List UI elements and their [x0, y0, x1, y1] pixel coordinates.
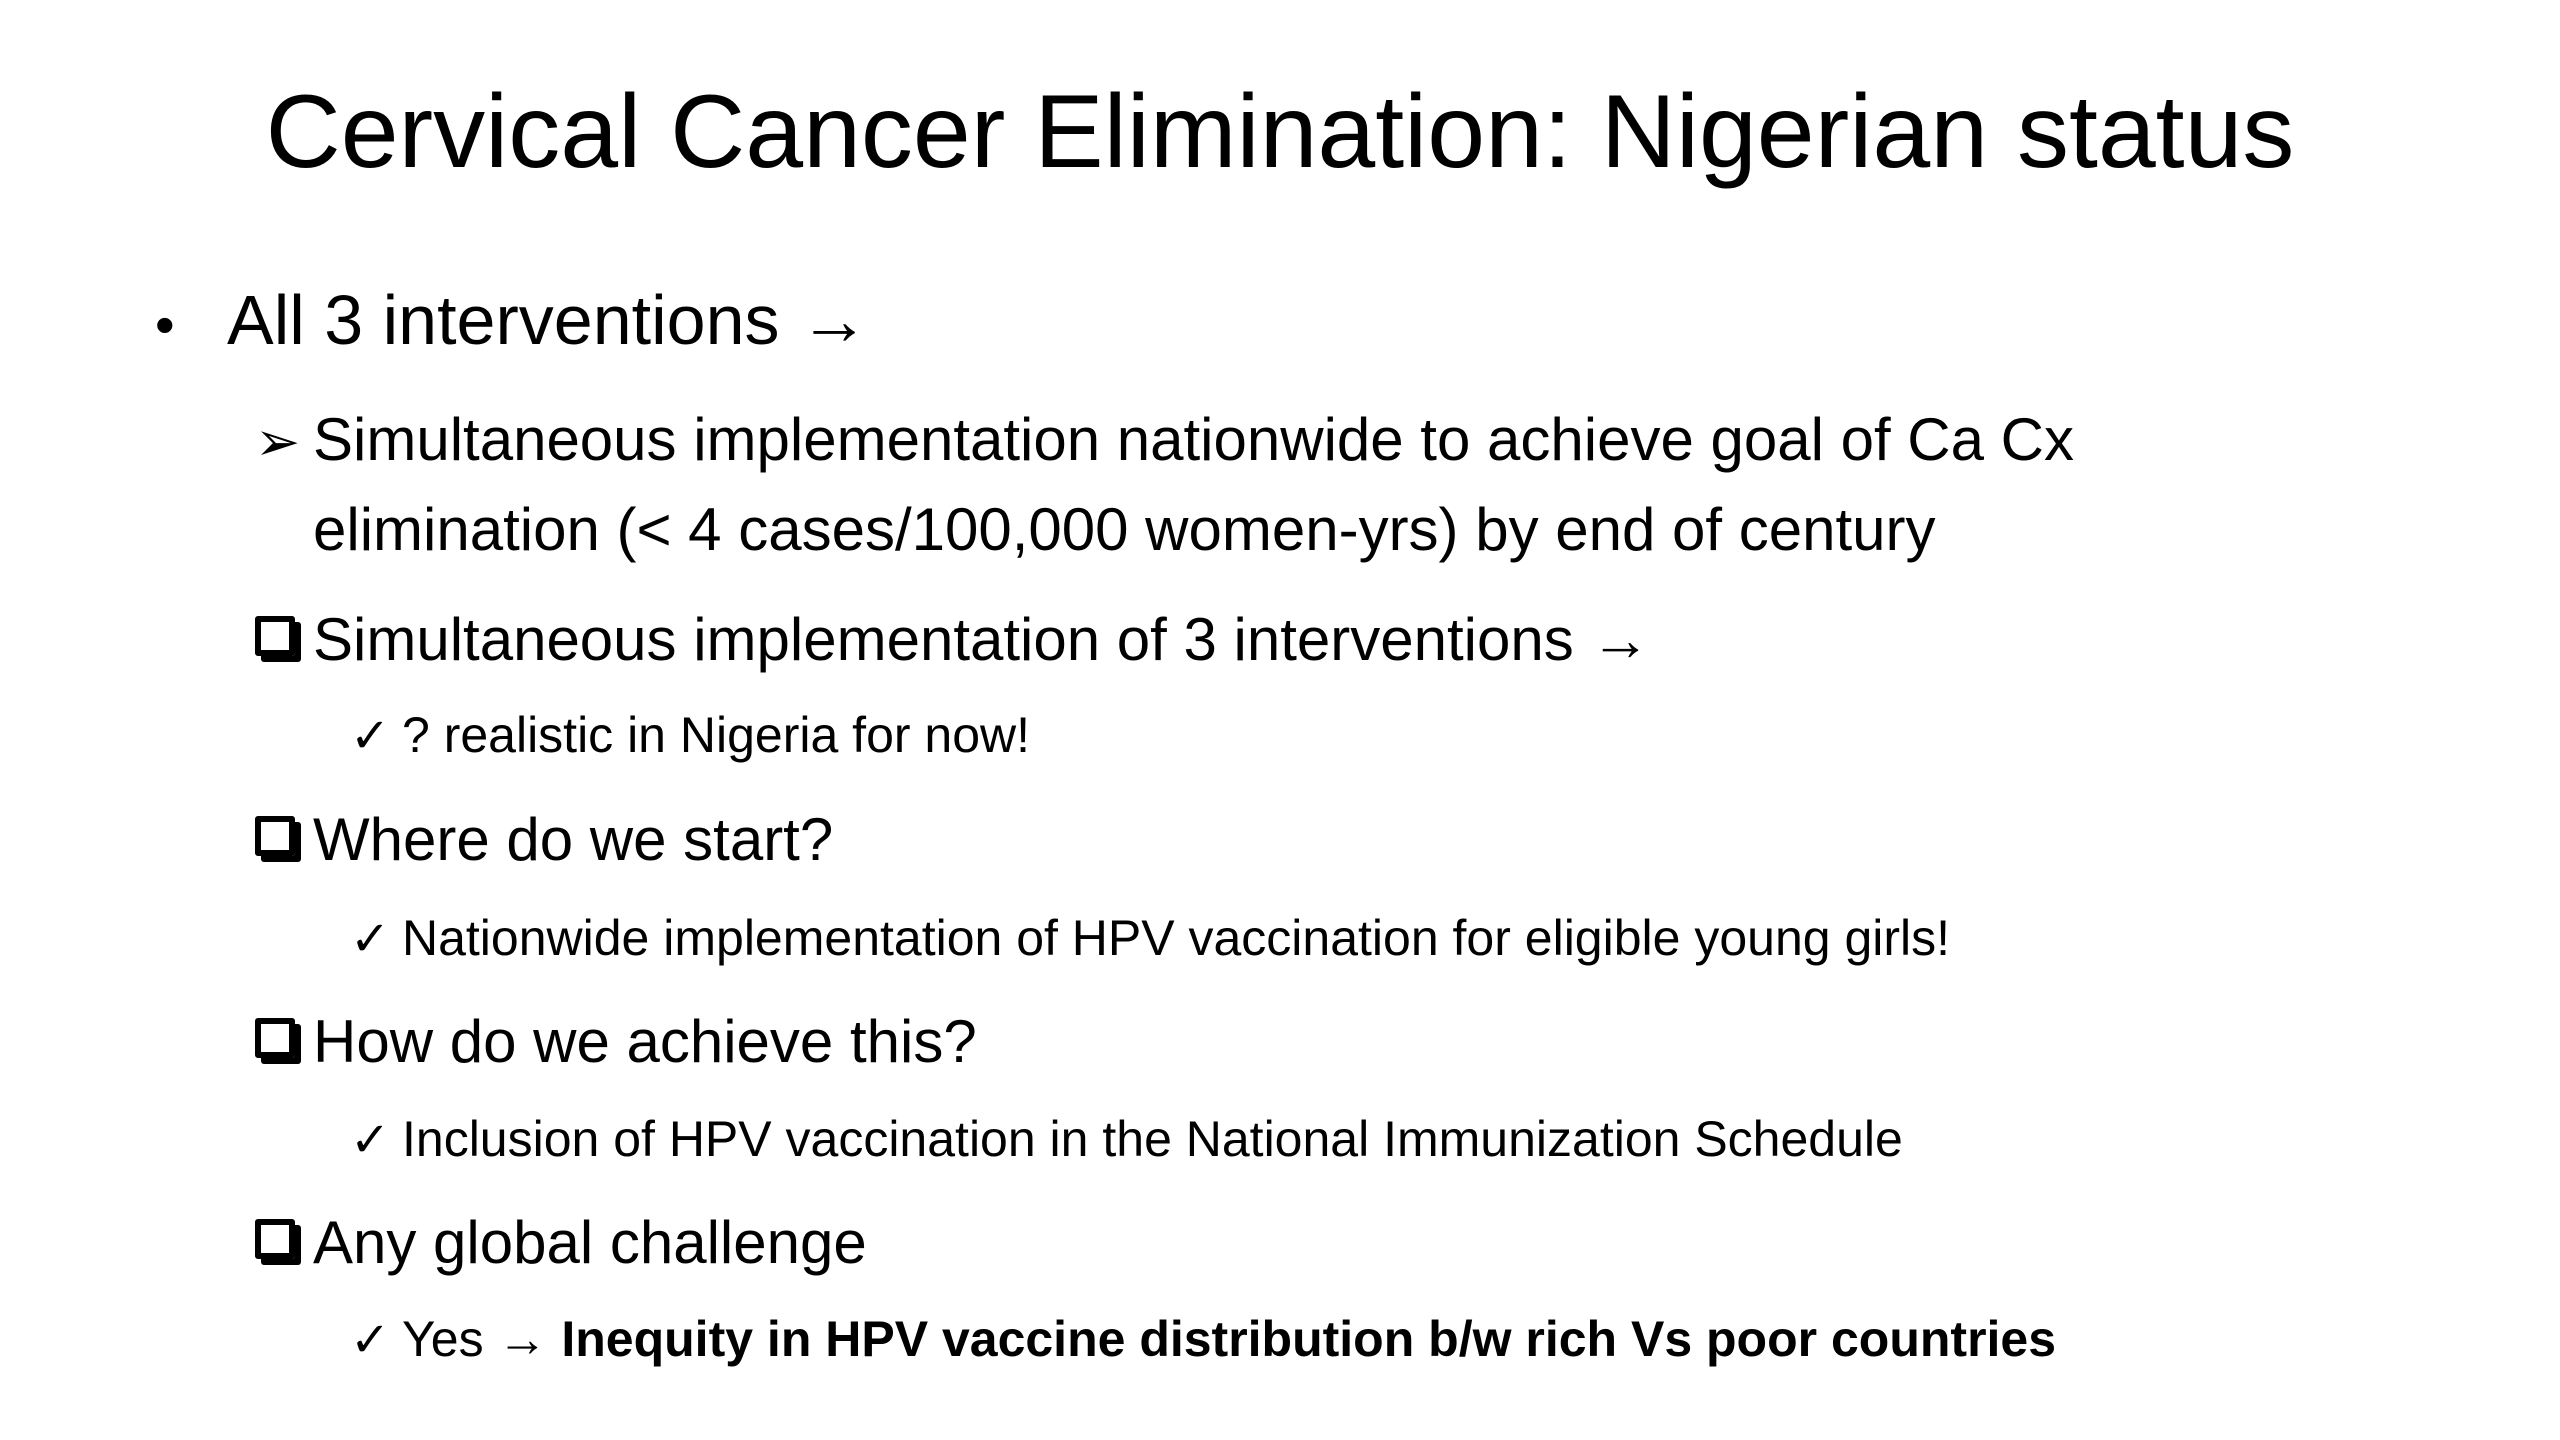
checkbox-bullet-icon: [255, 616, 295, 656]
arrowhead-bullet-icon: ➢: [255, 412, 301, 472]
answer-realistic: [350, 700, 1030, 772]
checkbox-bullet-icon: [255, 816, 295, 856]
check-icon: ✓: [350, 710, 391, 763]
answer-text: ? realistic in Nigeria for now!: [402, 707, 1031, 763]
bullet-dot-icon: •: [155, 293, 175, 356]
question-text: Simultaneous implementation of 3 interventions →: [313, 606, 1651, 673]
question-text: Where do we start?: [313, 806, 834, 873]
answer-bold-text: Inequity in HPV vaccine distribution b/w rich Vs poor countries: [561, 1311, 2057, 1367]
answer-text: Nationwide implementation of HPV vaccination for eligible young girls!: [402, 910, 1951, 966]
question-simultaneous: [255, 595, 1650, 687]
answer-prefix: Yes →: [402, 1311, 562, 1367]
bullet-text: All 3 interventions →: [227, 281, 869, 359]
point-simultaneous-nationwide: [255, 395, 2074, 487]
answer-text: Inclusion of HPV vaccination in the National Immunization Schedule: [402, 1111, 1903, 1167]
checkbox-bullet-icon: [255, 1018, 295, 1058]
check-icon: ✓: [350, 913, 391, 966]
question-text: Any global challenge: [313, 1209, 867, 1276]
slide-title: Cervical Cancer Elimination: Nigerian status: [265, 74, 2295, 190]
check-icon: ✓: [350, 1114, 391, 1167]
answer-inclusion: [350, 1104, 1903, 1176]
answer-nationwide-hpv: [350, 903, 1950, 975]
check-icon: ✓: [350, 1314, 391, 1367]
answer-inequity: [350, 1304, 2056, 1376]
question-how-achieve: [255, 997, 977, 1089]
checkbox-bullet-icon: [255, 1219, 295, 1259]
point-text-line2: elimination (< 4 cases/100,000 women-yrs) by end of century: [313, 496, 1936, 563]
question-text: How do we achieve this?: [313, 1008, 977, 1075]
question-global-challenge: [255, 1198, 867, 1290]
question-where-start: [255, 795, 833, 887]
point-text-line1: Simultaneous implementation nationwide to achieve goal of Ca Cx: [313, 406, 2075, 473]
bullet-all-interventions: [155, 275, 869, 370]
